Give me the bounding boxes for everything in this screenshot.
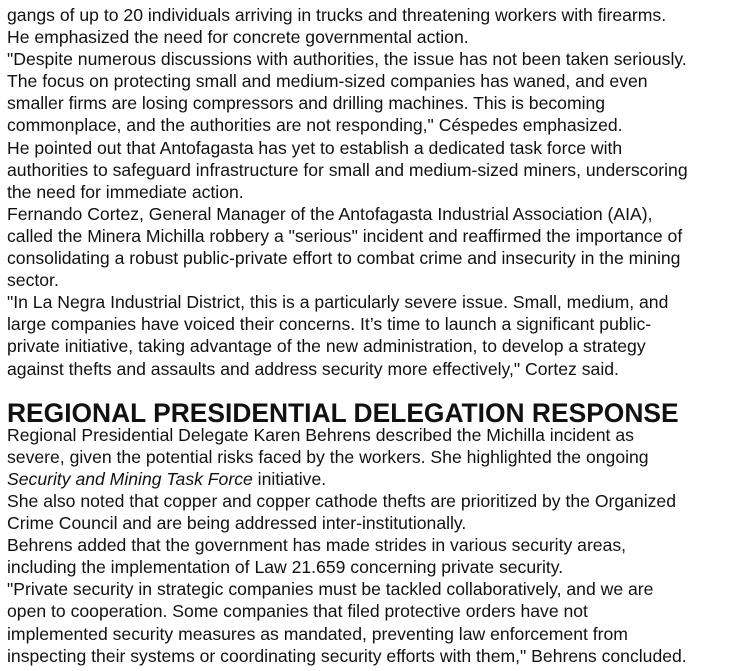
text-line: inspecting their systems or coordinating security efforts with them," Behrens concluded. (7, 645, 687, 666)
text-fragment: initiative. (252, 468, 327, 489)
text-line: "In La Negra Industrial District, this is a particularly severe issue. Small, medium, and (7, 292, 669, 313)
paragraph-law (7, 534, 749, 578)
text-line: implemented security measures as mandated, preventing law enforcement from (7, 623, 628, 644)
text-line: against thefts and assaults and address security more effectively," Cortez said. (7, 358, 619, 379)
text-line: commonplace, and the authorities are not responding," Céspedes emphasized. (7, 115, 623, 136)
text-line: smaller firms are losing compressors and drilling machines. This is becoming (7, 93, 606, 114)
text-line: He pointed out that Antofagasta has yet to establish a dedicated task force with (7, 137, 623, 158)
paragraph-task-force (7, 137, 749, 203)
text-line: She also noted that copper and copper cathode thefts are prioritized by the Organized (7, 490, 676, 511)
text-line: "Private security in strategic companies must be tackled collaboratively, and we are (7, 579, 654, 600)
text-line: "Despite numerous discussions with authorities, the issue has not been taken seriously. (7, 49, 687, 70)
text-line: Regional Presidential Delegate Karen Behrens described the Michilla incident as (7, 424, 634, 445)
text-line: Fernando Cortez, General Manager of the Antofagasta Industrial Association (AIA), (7, 203, 653, 224)
text-line: consolidating a robust public-private effort to combat crime and insecurity in the mining (7, 248, 681, 269)
text-line: sector. (7, 270, 59, 291)
text-line: Behrens added that the government has made strides in various security areas, (7, 535, 627, 556)
paragraph-gangs (7, 4, 749, 48)
text-line: the need for immediate action. (7, 181, 244, 202)
text-line: called the Minera Michilla robbery a "serious" incident and reaffirmed the importance of (7, 225, 683, 246)
article-body (7, 4, 749, 667)
paragraph-behrens-quote (7, 578, 749, 666)
paragraph-behrens (7, 424, 749, 490)
text-line: including the implementation of Law 21.659 concerning private security. (7, 557, 564, 578)
task-force-name: Security and Mining Task Force (7, 468, 253, 489)
paragraph-cortez-quote (7, 291, 749, 379)
text-line: private initiative, taking advantage of the new administration, to develop a strategy (7, 336, 646, 357)
text-line: He emphasized the need for concrete governmental action. (7, 27, 469, 48)
text-line: Crime Council and are being addressed inter-institutionally. (7, 513, 467, 534)
section-heading: REGIONAL PRESIDENTIAL DELEGATION RESPONSE (7, 397, 679, 428)
text-line: open to cooperation. Some companies that filed protective orders have not (7, 601, 588, 622)
paragraph-copper-thefts (7, 490, 749, 534)
text-line (7, 468, 749, 490)
text-line: large companies have voiced their concerns. It’s time to launch a significant public- (7, 314, 652, 335)
text-line: gangs of up to 20 individuals arriving in trucks and threatening workers with firearms. (7, 5, 667, 25)
paragraph-cespedes-quote (7, 48, 749, 136)
paragraph-cortez (7, 203, 749, 291)
text-line: severe, given the potential risks faced by the workers. She highlighted the ongoing (7, 446, 649, 467)
text-line: The focus on protecting small and medium-sized companies has waned, and even (7, 71, 648, 92)
text-line: authorities to safeguard infrastructure for small and medium-sized miners, underscoring (7, 159, 688, 180)
